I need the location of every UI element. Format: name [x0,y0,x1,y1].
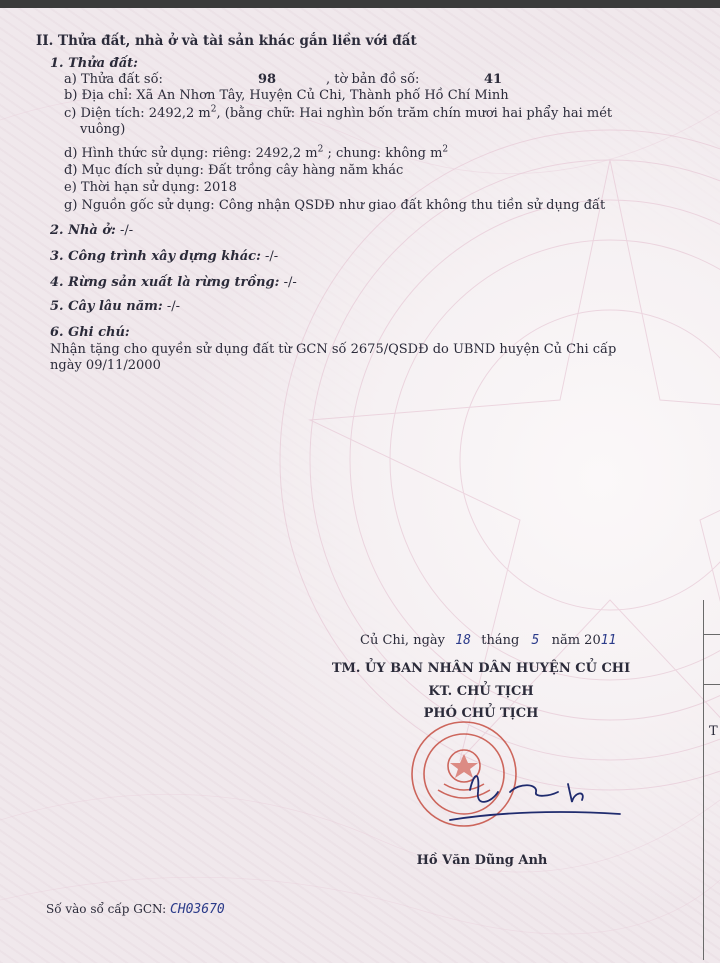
handwritten-signature [440,762,630,832]
notes-line-2: ngày 09/11/2000 [50,358,161,373]
perennial-line: 5. Cây lâu năm: -/- [50,299,181,314]
adjacent-page-fragment: T [709,724,718,739]
issue-day: 18 [455,633,471,648]
section-title: II. Thửa đất, nhà ở và tài sản khác gắn liền với đất [36,33,417,49]
area-line-continuation: vuông) [80,122,126,137]
adjacent-page-frame [703,600,720,960]
usage-term-line: e) Thời hạn sử dụng: 2018 [64,180,237,195]
registry-number: CH03670 [169,902,225,917]
map-sheet-label: , tờ bản đồ số: [326,72,420,87]
notes-line-1: Nhận tặng cho quyền sử dụng đất từ GCN số 2675/QSDĐ do UBND huyện Củ Chi cấp [50,342,617,357]
parcel-number-label: a) Thửa đất số: [64,72,163,87]
issue-month: 5 [531,633,540,648]
signer-name: Hồ Văn Dũng Anh [416,853,548,868]
address-line: b) Địa chỉ: Xã An Nhơn Tây, Huyện Củ Chi, Thành phố Hồ Chí Minh [64,88,509,103]
usage-purpose-line: đ) Mục đích sử dụng: Đất trồng cây hàng năm khác [64,163,404,178]
registry-line: Số vào sổ cấp GCN: CH03670 [46,902,225,917]
construction-line: 3. Công trình xây dựng khác: -/- [50,249,279,264]
map-sheet-value: 41 [484,72,503,87]
parcel-number-value: 98 [258,72,277,87]
house-line: 2. Nhà ở: -/- [50,223,134,238]
forest-line: 4. Rừng sản xuất là rừng trồng: -/- [50,275,297,290]
usage-form-line: d) Hình thức sử dụng: riêng: 2492,2 $m^2$ ; chung: không $m^2$ [64,144,449,161]
usage-origin-line: g) Nguồn gốc sử dụng: Công nhận QSDĐ như giao đất không thu tiền sử dụng đất [64,198,606,213]
issue-year: 11 [600,633,617,648]
land-heading: 1. Thửa đất: [50,56,138,71]
area-line: c) Diện tích: 2492,2 $m^2$, (bằng chữ: Hai nghìn bốn trăm chín mươi hai phẩy hai mét [64,104,613,121]
issue-date-line: Củ Chi, ngày 18 tháng 5 năm 2011 [360,633,617,648]
issuing-authority: TM. ỦY BAN NHÂN DÂN HUYỆN CỦ CHI [331,661,631,676]
notes-heading: 6. Ghi chú: [50,325,130,340]
top-edge-bar [0,0,720,8]
signer-role: PHÓ CHỦ TỊCH [423,706,539,721]
signer-kt: KT. CHỦ TỊCH [428,684,534,699]
